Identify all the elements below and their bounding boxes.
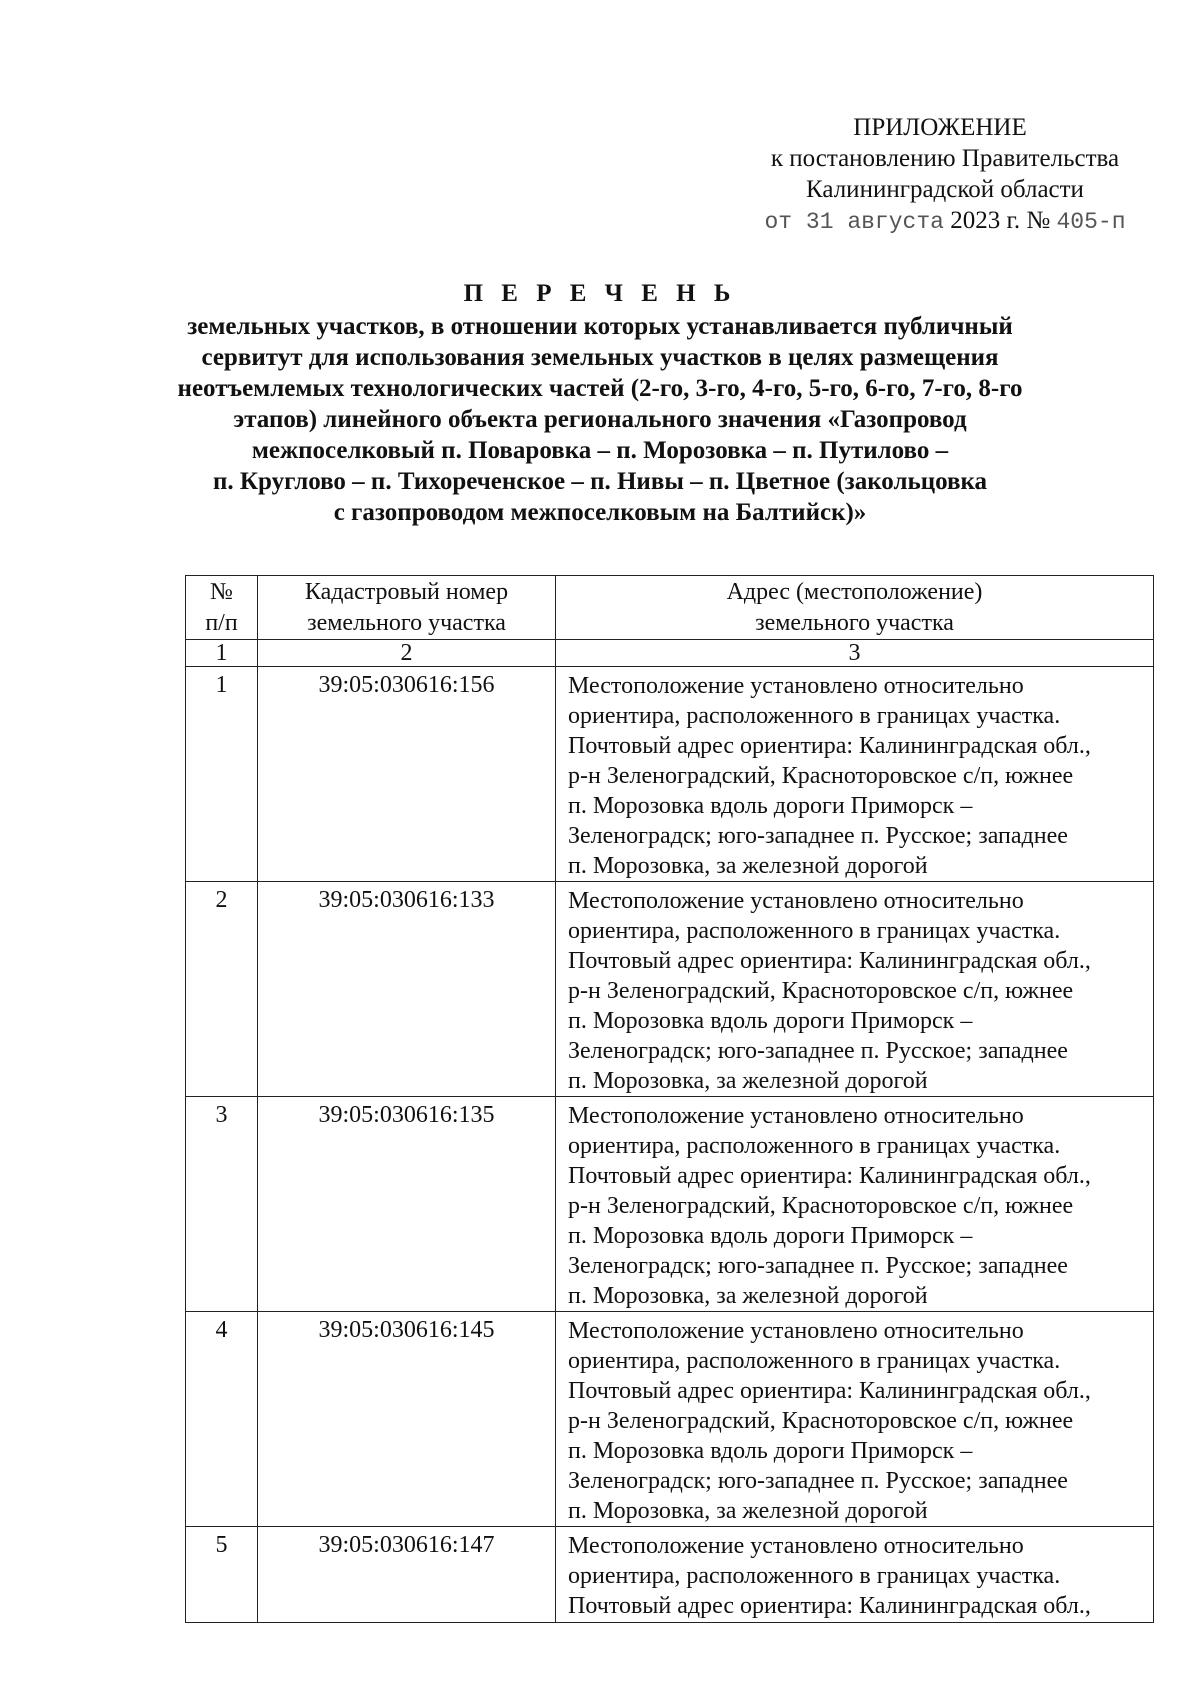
plot-address: Местоположение установлено относительно ориентира, расположенного в границах участка. Почтовый адрес ориентира: Калининградская обл., р-н Зеленоградский, Красноторовское с/п, южнее п. Морозовка вдоль дороги Приморск – Зеленоградск; юго-западнее п. Русское; западнее п. Морозовка, за железной дорогой xyxy=(556,1097,1154,1312)
plot-address: Местоположение установлено относительно ориентира, расположенного в границах участка. Почтовый адрес ориентира: Калининградская обл., xyxy=(556,1527,1154,1623)
document-title xyxy=(0,278,1200,528)
plot-address: Местоположение установлено относительно ориентира, расположенного в границах участка. Почтовый адрес ориентира: Калининградская обл., р-н Зеленоградский, Красноторовское с/п, южнее п. Морозовка вдоль дороги Приморск – Зеленоградск; юго-западнее п. Русское; западнее п. Морозовка, за железной дорогой xyxy=(556,882,1154,1097)
column-number: 2 xyxy=(258,640,556,667)
table-header-row xyxy=(186,576,1154,640)
column-number: 3 xyxy=(556,640,1154,667)
cadastral-number: 39:05:030616:133 xyxy=(258,882,556,1097)
title-line: п. Круглово – п. Тихореченское – п. Нивы – п. Цветное (закольцовка xyxy=(213,468,987,495)
title-line: неотъемлемых технологических частей (2-го, 3-го, 4-го, 5-го, 6-го, 7-го, 8-го xyxy=(177,375,1023,402)
appendix-block xyxy=(735,112,1155,238)
table-row xyxy=(186,1527,1154,1623)
table-row xyxy=(186,1312,1154,1527)
title-line: межпоселковый п. Поваровка – п. Морозовка – п. Путилово – xyxy=(251,437,949,464)
header-number: № п/п xyxy=(186,576,258,640)
column-number: 1 xyxy=(186,640,258,667)
row-number: 4 xyxy=(186,1312,258,1527)
appendix-number: 405-п xyxy=(1056,209,1126,235)
title-line: земельных участков, в отношении которых устанавливается публичный xyxy=(187,313,1013,340)
appendix-date-line xyxy=(735,205,1155,238)
plot-address: Местоположение установлено относительно ориентира, расположенного в границах участка. Почтовый адрес ориентира: Калининградская обл., р-н Зеленоградский, Красноторовское с/п, южнее п. Морозовка вдоль дороги Приморск – Зеленоградск; юго-западнее п. Русское; западнее п. Морозовка, за железной дорогой xyxy=(556,1312,1154,1527)
cadastral-number: 39:05:030616:156 xyxy=(258,667,556,882)
land-plots-table xyxy=(185,575,1154,1623)
title-heading: П Е Р Е Ч Е Н Ь xyxy=(463,280,737,307)
cadastral-number: 39:05:030616:147 xyxy=(258,1527,556,1623)
table-row xyxy=(186,882,1154,1097)
header-cadastral: Кадастровый номер земельного участка xyxy=(258,576,556,640)
appendix-year: 2023 г. № xyxy=(950,207,1051,234)
appendix-resolution-line: к постановлению Правительства xyxy=(770,145,1120,172)
title-line: с газопроводом межпоселковым на Балтийск)» xyxy=(333,499,867,526)
appendix-date: от 31 августа xyxy=(764,209,944,235)
cadastral-number: 39:05:030616:145 xyxy=(258,1312,556,1527)
plot-address: Местоположение установлено относительно ориентира, расположенного в границах участка. Почтовый адрес ориентира: Калининградская обл., р-н Зеленоградский, Красноторовское с/п, южнее п. Морозовка вдоль дороги Приморск – Зеленоградск; юго-западнее п. Русское; западнее п. Морозовка, за железной дорогой xyxy=(556,667,1154,882)
header-address: Адрес (местоположение) земельного участка xyxy=(556,576,1154,640)
cadastral-number: 39:05:030616:135 xyxy=(258,1097,556,1312)
table-row xyxy=(186,667,1154,882)
row-number: 1 xyxy=(186,667,258,882)
row-number: 2 xyxy=(186,882,258,1097)
row-number: 3 xyxy=(186,1097,258,1312)
title-line: этапов) линейного объекта регионального значения «Газопровод xyxy=(233,406,967,433)
row-number: 5 xyxy=(186,1527,258,1623)
appendix-label: ПРИЛОЖЕНИЕ xyxy=(853,114,1027,141)
table-row xyxy=(186,1097,1154,1312)
title-line: сервитут для использования земельных участков в целях размещения xyxy=(201,344,999,371)
column-number-row xyxy=(186,640,1154,667)
appendix-region-line: Калининградской области xyxy=(806,176,1084,203)
